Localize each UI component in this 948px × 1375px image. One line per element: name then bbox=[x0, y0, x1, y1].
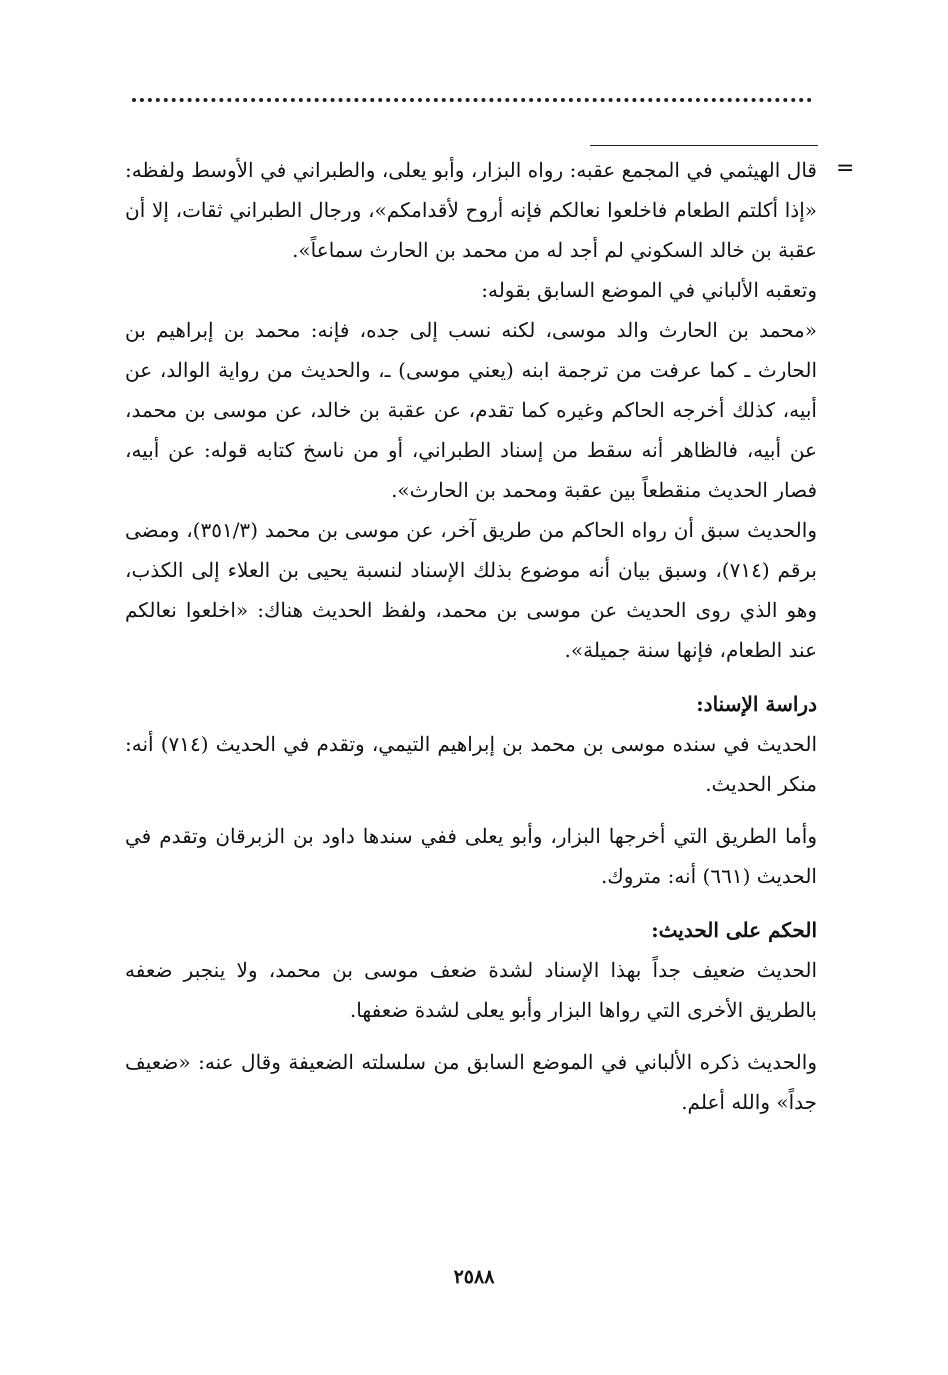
footnote-paragraph-2: وتعقبه الألباني في الموضع السابق بقوله: bbox=[481, 278, 817, 302]
isnad-paragraph-1: الحديث في سنده موسى بن محمد بن إبراهيم التيمي، وتقدم في الحديث (٧١٤) أنه: منكر الحديث. bbox=[125, 732, 817, 796]
footnote-rule bbox=[590, 145, 818, 146]
ruling-paragraph-2: والحديث ذكره الألباني في الموضع السابق من سلسلته الضعيفة وقال عنه: «ضعيف جداً» والله أعلم. bbox=[125, 1050, 817, 1114]
footnote-paragraph-1: قال الهيثمي في المجمع عقبه: رواه البزار، وأبو يعلى، والطبراني في الأوسط ولفظه: «إذا أكلتم الطعام فاخلعوا نعالكم فإنه أروح لأقدامكم»، ورجال الطبراني ثقات، إلا أن عقبة بن خالد السكوني لم أجد له من محمد بن الحارث سماعاً». bbox=[125, 158, 817, 262]
page-body bbox=[125, 150, 817, 1122]
footnote-paragraph-3: «محمد بن الحارث والد موسى، لكنه نسب إلى جده، فإنه: محمد بن إبراهيم بن الحارث ـ كما عرفت من ترجمة ابنه (يعني موسى) ـ، والحديث من رواية الوالد، عن أبيه، كذلك أخرجه الحاكم وغيره كما تقدم، عن عقبة بن خالد، عن موسى بن محمد، عن أبيه، فالظاهر أنه سقط من إسناد الطبراني، أو من ناسخ كتابه قوله: عن أبيه، فصار الحديث منقطعاً بين عقبة ومحمد بن الحارث». bbox=[125, 318, 817, 502]
ruling-paragraph-1: الحديث ضعيف جداً بهذا الإسناد لشدة ضعف موسى بن محمد، ولا ينجبر ضعفه بالطريق الأخرى التي رواها البزار وأبو يعلى لشدة ضعفها. bbox=[125, 958, 817, 1022]
ruling-heading: الحكم على الحديث: bbox=[651, 918, 817, 942]
page-number: ٢٥٨٨ bbox=[453, 1266, 495, 1288]
isnad-heading: دراسة الإسناد: bbox=[696, 692, 817, 716]
dotted-separator bbox=[132, 98, 812, 102]
footnote-paragraph-4: والحديث سبق أن رواه الحاكم من طريق آخر، عن موسى بن محمد (٣٥١/٣)، ومضى برقم (٧١٤)، وسبق بيان أنه موضوع بذلك الإسناد لنسبة يحيى بن العلاء إلى الكذب، وهو الذي روى الحديث عن موسى بن محمد، ولفظ الحديث هناك: «اخلعوا نعالكم عند الطعام، فإنها سنة جميلة». bbox=[125, 518, 818, 662]
continuation-mark: = bbox=[836, 156, 855, 181]
isnad-paragraph-2: وأما الطريق التي أخرجها البزار، وأبو يعلى ففي سندها داود بن الزبرقان وتقدم في الحديث (٦٦١) أنه: متروك. bbox=[125, 824, 817, 888]
